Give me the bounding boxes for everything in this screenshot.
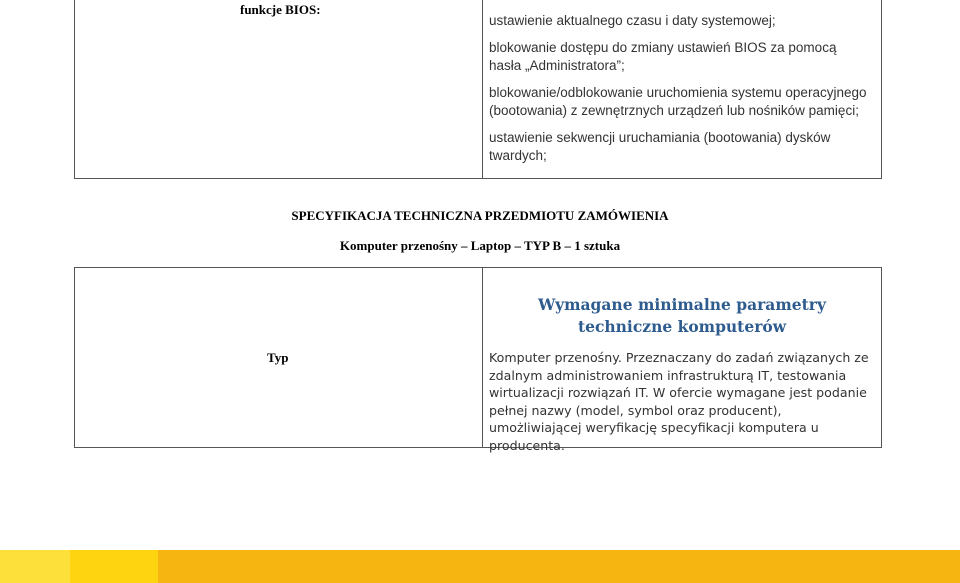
bios-function-item: blokowanie dostępu do zmiany ustawień BIOS za pomocą hasła „Administratora”; (489, 40, 837, 73)
type-label-cell (75, 268, 483, 447)
footer-accent (0, 550, 158, 583)
bios-function-item: ustawienie aktualnego czasu i daty systemowej; (489, 13, 776, 28)
requirements-heading: Wymagane minimalne parametry techniczne komputerów (538, 295, 826, 336)
bios-label-cell (75, 0, 483, 178)
bios-functions-label: funkcje BIOS: (240, 2, 321, 17)
spec-title: SPECYFIKACJA TECHNICZNA PRZEDMIOTU ZAMÓWIENIA (291, 208, 669, 223)
requirements-cell (483, 268, 881, 453)
type-description: Komputer przenośny. Przeznaczany do zadań związanych ze zdalnym administrowaniem infrastrukturą IT, testowania wirtualizacji rozwiązań IT. W ofercie wymagane jest podanie pełnej nazwy (model, symbol oraz producent), umożliwiającej weryfikację specyfikacji komputera u producenta. (489, 350, 869, 453)
bios-functions-table (74, 0, 882, 179)
spec-subtitle: Komputer przenośny – Laptop – TYP B – 1 sztuka (339, 238, 621, 253)
bios-function-item: ustawienie sekwencji uruchamiania (bootowania) dysków twardych; (489, 130, 831, 163)
type-label: Typ (267, 350, 289, 365)
bios-function-item: blokowanie/odblokowanie uruchomienia systemu operacyjnego (bootowania) z zewnętrznych urządzeń lub nośników pamięci; (489, 85, 867, 118)
requirements-table (74, 267, 882, 453)
bios-functions-list (483, 0, 881, 178)
footer-accent-inner (0, 550, 70, 583)
footer-bar (0, 550, 960, 583)
